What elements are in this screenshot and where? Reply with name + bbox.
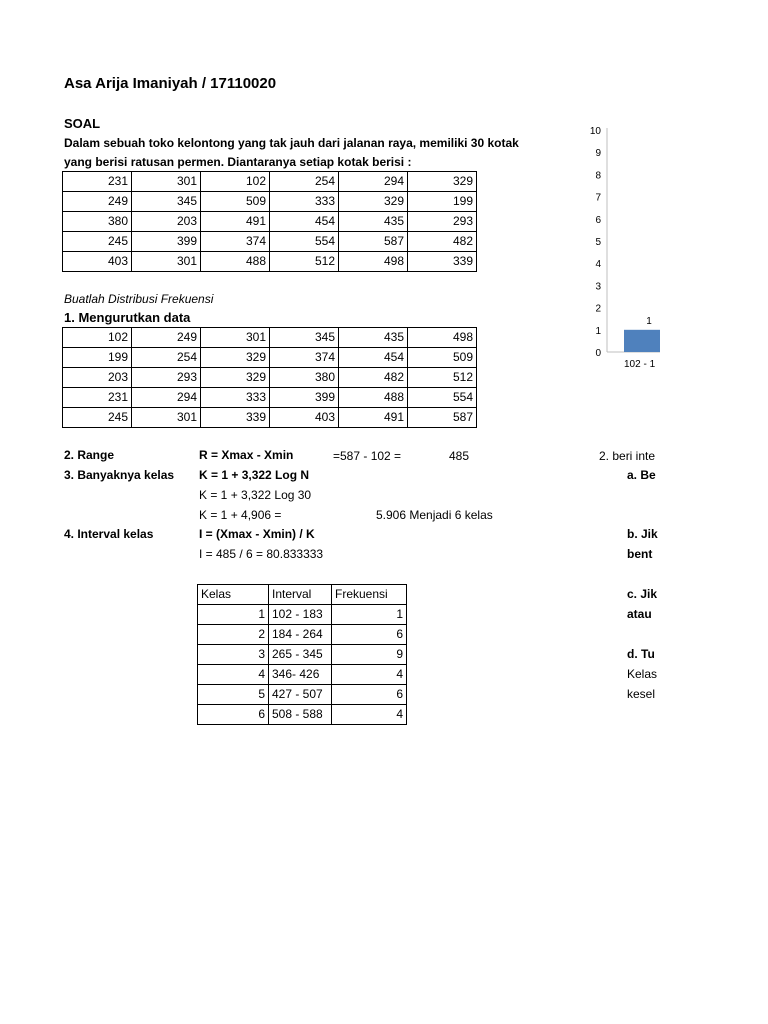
step3-line2: K = 1 + 3,322 Log 30 — [199, 488, 312, 502]
bar — [624, 330, 660, 352]
table-cell: 512 — [270, 252, 339, 272]
table-cell: 301 — [132, 172, 201, 192]
table-cell: 4 — [332, 665, 407, 685]
side-note-b1: b. Jik — [627, 527, 658, 541]
table-cell: 374 — [270, 348, 339, 368]
y-tick-label: 3 — [595, 281, 601, 293]
table-cell: 301 — [132, 408, 201, 428]
table-cell: 6 — [332, 625, 407, 645]
step4-label: 4. Interval kelas — [64, 527, 154, 541]
table-cell: 587 — [408, 408, 477, 428]
table-cell: 249 — [132, 328, 201, 348]
problem-line-2: yang berisi ratusan permen. Diantaranya setiap kotak berisi : — [64, 155, 412, 169]
table-cell: 345 — [270, 328, 339, 348]
table-cell: 301 — [201, 328, 270, 348]
table-cell: 488 — [339, 388, 408, 408]
table-cell: 329 — [201, 348, 270, 368]
table-cell: 380 — [270, 368, 339, 388]
table-cell: 254 — [270, 172, 339, 192]
side-note-a: a. Be — [627, 468, 656, 482]
table-cell: 199 — [63, 348, 132, 368]
table-cell: 435 — [339, 328, 408, 348]
table-cell: 294 — [132, 388, 201, 408]
table-cell: 1 — [332, 605, 407, 625]
table-cell: 231 — [63, 172, 132, 192]
table-cell: 554 — [270, 232, 339, 252]
table-cell: 403 — [63, 252, 132, 272]
step2-label: 2. Range — [64, 448, 115, 462]
table-row — [198, 665, 407, 685]
step3-result: 5.906 Menjadi 6 kelas — [376, 508, 493, 522]
table-cell: 294 — [339, 172, 408, 192]
table-cell: 488 — [201, 252, 270, 272]
y-tick-label: 2 — [595, 303, 601, 315]
table-cell: 3 — [198, 645, 269, 665]
step3-formula: K = 1 + 3,322 Log N — [199, 468, 310, 482]
table-cell: 265 - 345 — [269, 645, 332, 665]
table-cell: 333 — [270, 192, 339, 212]
column-header: Interval — [269, 585, 332, 605]
table-cell: 301 — [132, 252, 201, 272]
table-cell: 345 — [132, 192, 201, 212]
table-cell: 435 — [339, 212, 408, 232]
table-row — [198, 645, 407, 665]
table-cell: 293 — [132, 368, 201, 388]
table-row — [198, 605, 407, 625]
table-cell: 231 — [63, 388, 132, 408]
table-row — [198, 685, 407, 705]
table-cell: 203 — [132, 212, 201, 232]
table-cell: 102 — [63, 328, 132, 348]
table-row — [198, 705, 407, 725]
table-cell: 4 — [332, 705, 407, 725]
y-tick-label: 9 — [595, 148, 601, 160]
table-cell: 6 — [332, 685, 407, 705]
table-cell: 9 — [332, 645, 407, 665]
table-cell: 512 — [408, 368, 477, 388]
problem-heading: SOAL — [64, 116, 101, 131]
side-note-1: 2. beri inte — [599, 449, 656, 463]
table-cell: 184 - 264 — [269, 625, 332, 645]
step4-formula: I = (Xmax - Xmin) / K — [199, 527, 315, 541]
table-row — [63, 408, 477, 428]
table-cell: 245 — [63, 408, 132, 428]
table-cell: 491 — [201, 212, 270, 232]
table-cell: 491 — [339, 408, 408, 428]
table-cell: 6 — [198, 705, 269, 725]
table-cell: 329 — [408, 172, 477, 192]
y-tick-label: 0 — [595, 348, 601, 359]
table-row — [198, 625, 407, 645]
table-header-row — [198, 585, 407, 605]
table-cell: 329 — [201, 368, 270, 388]
step4-line2: I = 485 / 6 = 80.833333 — [199, 547, 324, 561]
column-header: Kelas — [198, 585, 269, 605]
step3-label: 3. Banyaknya kelas — [64, 468, 175, 482]
problem-line-1: Dalam sebuah toko kelontong yang tak jauh dari jalanan raya, memiliki 30 kotak — [64, 136, 519, 150]
frequency-table — [197, 584, 407, 725]
step2-calc: =587 - 102 = — [333, 449, 402, 463]
table-cell: 587 — [339, 232, 408, 252]
y-tick-label: 4 — [595, 259, 601, 271]
table-row — [63, 388, 477, 408]
table-cell: 399 — [270, 388, 339, 408]
table-cell: 339 — [408, 252, 477, 272]
table-cell: 249 — [63, 192, 132, 212]
table-cell: 374 — [201, 232, 270, 252]
side-note-d1: d. Tu — [627, 647, 655, 661]
side-note-d3: kesel — [627, 687, 656, 701]
table-cell: 346- 426 — [269, 665, 332, 685]
table-cell: 380 — [63, 212, 132, 232]
column-header: Frekuensi — [332, 585, 407, 605]
step1-label: 1. Mengurutkan data — [64, 310, 191, 325]
table-cell: 454 — [339, 348, 408, 368]
table-cell: 5 — [198, 685, 269, 705]
table-cell: 508 - 588 — [269, 705, 332, 725]
table-cell: 498 — [339, 252, 408, 272]
table-cell: 102 — [201, 172, 270, 192]
table-cell: 199 — [408, 192, 477, 212]
table-cell: 339 — [201, 408, 270, 428]
table-cell: 482 — [408, 232, 477, 252]
step2-formula: R = Xmax - Xmin — [199, 448, 294, 462]
side-note-c1: c. Jik — [627, 587, 658, 601]
table-cell: 509 — [408, 348, 477, 368]
table-cell: 399 — [132, 232, 201, 252]
table-cell: 4 — [198, 665, 269, 685]
frequency-bar-chart — [0, 0, 660, 380]
table-cell: 254 — [132, 348, 201, 368]
step3-line3: K = 1 + 4,906 = — [199, 508, 282, 522]
page-title: Asa Arija Imaniyah / 17110020 — [64, 75, 277, 92]
table-cell: 1 — [198, 605, 269, 625]
table-cell: 482 — [339, 368, 408, 388]
table-cell: 403 — [270, 408, 339, 428]
bar-data-label: 1 — [646, 315, 652, 327]
side-note-d2: Kelas — [627, 667, 658, 681]
side-note-b2: bent — [627, 547, 653, 561]
table-cell: 245 — [63, 232, 132, 252]
table-cell: 509 — [201, 192, 270, 212]
table-cell: 427 - 507 — [269, 685, 332, 705]
table-cell: 329 — [339, 192, 408, 212]
table-cell: 498 — [408, 328, 477, 348]
table-cell: 333 — [201, 388, 270, 408]
table-cell: 293 — [408, 212, 477, 232]
table-cell: 2 — [198, 625, 269, 645]
y-tick-label: 8 — [595, 170, 601, 182]
y-tick-label: 6 — [595, 214, 601, 226]
y-tick-label: 10 — [589, 126, 601, 137]
table-cell: 102 - 183 — [269, 605, 332, 625]
table-cell: 454 — [270, 212, 339, 232]
y-tick-label: 1 — [595, 325, 601, 337]
task-instruction: Buatlah Distribusi Frekuensi — [64, 292, 214, 306]
side-note-c2: atau — [627, 607, 652, 621]
x-category-label: 102 - 1 — [624, 359, 656, 370]
y-tick-label: 7 — [595, 192, 601, 204]
table-cell: 203 — [63, 368, 132, 388]
step2-result: 485 — [449, 449, 470, 463]
y-tick-label: 5 — [595, 237, 601, 248]
table-cell: 554 — [408, 388, 477, 408]
